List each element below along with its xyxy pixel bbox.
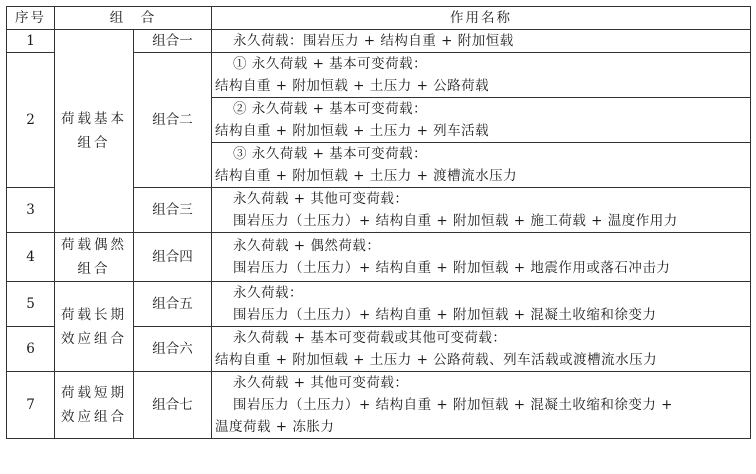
combo-cell: 组合五 [134, 282, 212, 327]
seq-cell: 3 [7, 188, 55, 233]
header-row [7, 7, 751, 30]
category-label-line2: 组合 [77, 135, 111, 151]
effect-line: 永久荷载 + 其他可变荷载： [233, 375, 409, 391]
seq-cell: 6 [7, 327, 55, 372]
effect-line: 温度荷载 + 冻胀力 [215, 419, 335, 435]
effect-line: 永久荷载：围岩压力 + 结构自重 + 附加恒载 [233, 33, 514, 49]
category-cell [55, 30, 134, 233]
category-label-line1: 荷载短期 [61, 385, 127, 401]
table-row [7, 233, 751, 282]
category-label-line1: 荷载基本 [61, 111, 127, 127]
effect-line: 永久荷载 + 其他可变荷载： [233, 191, 409, 207]
table-row [7, 282, 751, 327]
combo-cell: 组合三 [134, 188, 212, 233]
header-effect: 作用名称 [212, 7, 751, 30]
header-group: 组 合 [55, 7, 212, 30]
header-seq: 序号 [7, 7, 55, 30]
effect-line: 围岩压力（土压力）+ 结构自重 + 附加恒载 + 混凝土收缩和徐变力 [233, 307, 657, 323]
effect-cell [212, 143, 751, 188]
load-combination-table [6, 6, 751, 439]
category-label-line1: 荷载长期 [61, 306, 127, 323]
effect-line: 永久荷载： [233, 285, 303, 301]
effect-cell [212, 30, 751, 53]
effect-line: 围岩压力（土压力）+ 结构自重 + 附加恒载 + 混凝土收缩和徐变力 + [233, 397, 673, 413]
category-label-line2: 效应组合 [61, 330, 127, 347]
combo-cell: 组合七 [134, 372, 212, 439]
effect-cell [212, 282, 751, 327]
effect-cell [212, 327, 751, 372]
effect-cell [212, 372, 751, 439]
effect-line: ③ 永久荷载 + 基本可变荷载： [233, 146, 428, 162]
effect-cell [212, 98, 751, 143]
effect-cell [212, 53, 751, 98]
effect-line: 结构自重 + 附加恒载 + 土压力 + 渡槽流水压力 [215, 168, 518, 184]
category-label-line1: 荷载偶然 [61, 237, 127, 253]
seq-cell: 1 [7, 30, 55, 53]
category-label-line2: 效应组合 [61, 409, 127, 425]
category-cell [55, 282, 134, 372]
category-cell [55, 372, 134, 439]
combo-cell: 组合六 [134, 327, 212, 372]
effect-line: ② 永久荷载 + 基本可变荷载： [233, 101, 428, 117]
effect-line: 围岩压力（土压力）+ 结构自重 + 附加恒载 + 施工荷载 + 温度作用力 [233, 213, 678, 229]
table-row [7, 372, 751, 439]
category-label-line2: 组合 [77, 261, 111, 277]
effect-line: ① 永久荷载 + 基本可变荷载： [233, 56, 428, 72]
effect-line: 永久荷载 + 基本可变荷载或其他可变荷载： [233, 330, 507, 346]
combo-cell: 组合二 [134, 53, 212, 188]
effect-line: 结构自重 + 附加恒载 + 土压力 + 公路荷载 [215, 78, 490, 94]
seq-cell: 4 [7, 233, 55, 282]
seq-cell: 2 [7, 53, 55, 188]
effect-line: 围岩压力（土压力）+ 结构自重 + 附加恒载 + 地震作用或落石冲击力 [233, 260, 671, 276]
category-cell [55, 233, 134, 282]
effect-cell [212, 188, 751, 233]
effect-line: 结构自重 + 附加恒载 + 土压力 + 公路荷载、列车活载或渡槽流水压力 [215, 352, 658, 368]
effect-cell [212, 233, 751, 282]
combo-cell: 组合一 [134, 30, 212, 53]
effect-line: 结构自重 + 附加恒载 + 土压力 + 列车活载 [215, 123, 490, 139]
combo-cell: 组合四 [134, 233, 212, 282]
seq-cell: 7 [7, 372, 55, 439]
effect-line: 永久荷载 + 偶然荷载： [233, 238, 381, 254]
seq-cell: 5 [7, 282, 55, 327]
table-row [7, 30, 751, 53]
